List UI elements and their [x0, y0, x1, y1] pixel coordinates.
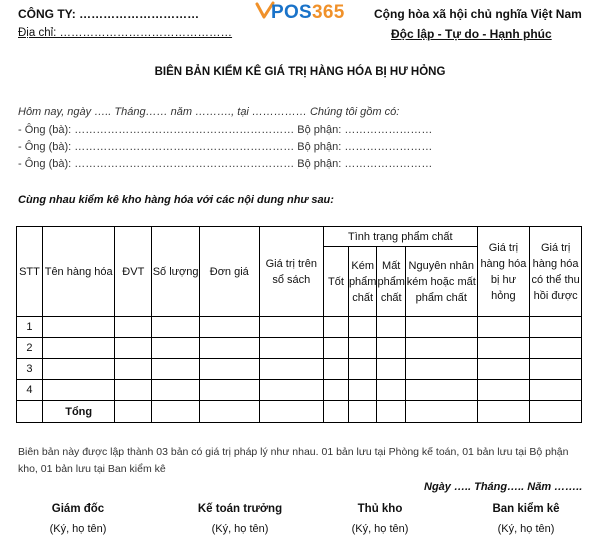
- note-line-1: Biên bản này được lập thành 03 bản có giá trị pháp lý như nhau. 01 bản lưu tại Phòng kế toán, 01 bản lưu tại Bộ phận: [18, 446, 569, 458]
- total-row: [17, 401, 582, 423]
- row-number: 1: [17, 317, 43, 338]
- header-book-value: Giá trị trên sổ sách: [259, 227, 324, 317]
- company-line: CÔNG TY: …………………………: [18, 7, 200, 21]
- document-title: BIÊN BẢN KIỂM KÊ GIÁ TRỊ HÀNG HÓA BỊ HƯ HỎNG: [154, 66, 446, 78]
- header-damaged-value: Giá trị hàng hóa bị hư hỏng: [477, 227, 530, 317]
- total-label: Tổng: [42, 401, 114, 423]
- header-lost: Mất phẩm chất: [377, 247, 406, 317]
- person-line-1: - Ông (bà): …………………………………………………… Bộ phận: ……………………: [18, 124, 433, 136]
- date-line: Ngày ….. Tháng….. Năm ……..: [424, 481, 583, 493]
- pos365-logo: [271, 2, 345, 24]
- header-qty: Số lượng: [152, 227, 200, 317]
- header-price: Đơn giá: [200, 227, 260, 317]
- row-number: 2: [17, 338, 43, 359]
- signer-title: Thủ kho: [357, 503, 403, 515]
- table-row: [17, 380, 582, 401]
- table-row: [17, 359, 582, 380]
- logo-text-pos: POS: [271, 2, 313, 23]
- signer-sign: (Ký, họ tên): [497, 523, 555, 535]
- table-row: [17, 317, 582, 338]
- header-stt: STT: [17, 227, 43, 317]
- signer-sign: (Ký, họ tên): [211, 523, 269, 535]
- row-number: 4: [17, 380, 43, 401]
- signer-title: Giám đốc: [51, 503, 105, 515]
- intro-line: Hôm nay, ngày ….. Tháng…… năm ………., tại …………… Chúng tôi gồm có:: [18, 106, 400, 118]
- section-heading: Cùng nhau kiểm kê kho hàng hóa với các nội dung như sau:: [18, 194, 334, 206]
- header-unit: ĐVT: [115, 227, 152, 317]
- signer-chief-accountant: [180, 503, 300, 535]
- header-recoverable: Giá trị hàng hóa có thể thu hồi được: [530, 227, 582, 317]
- address-line: Địa chỉ: ………………………………………: [18, 27, 233, 39]
- signer-storekeeper: [320, 503, 440, 535]
- logo-text-365: 365: [312, 2, 345, 23]
- signer-inventory-board: [466, 503, 586, 535]
- note-line-2: kho, 01 bản lưu tại Ban kiểm kê: [18, 463, 166, 475]
- motto-header: Độc lập - Tự do - Hạnh phúc: [391, 27, 552, 41]
- signer-sign: (Ký, họ tên): [351, 523, 409, 535]
- header-good: Tốt: [324, 247, 349, 317]
- table-row: [17, 338, 582, 359]
- person-line-3: - Ông (bà): …………………………………………………… Bộ phận: ……………………: [18, 158, 433, 170]
- header-poor: Kém phẩm chất: [348, 247, 377, 317]
- inventory-table: [16, 226, 582, 423]
- signer-title: Ban kiểm kê: [492, 503, 560, 515]
- row-number: 3: [17, 359, 43, 380]
- header-quality: Tình trạng phẩm chất: [324, 227, 478, 247]
- nation-header: Cộng hòa xã hội chủ nghĩa Việt Nam: [374, 7, 582, 21]
- signer-director: [18, 503, 138, 535]
- signer-title: Kế toán trưởng: [197, 503, 283, 515]
- signer-sign: (Ký, họ tên): [49, 523, 107, 535]
- header-name: Tên hàng hóa: [42, 227, 114, 317]
- person-line-2: - Ông (bà): …………………………………………………… Bộ phận: ……………………: [18, 141, 433, 153]
- header-cause: Nguyên nhân kém hoặc mất phẩm chất: [405, 247, 477, 317]
